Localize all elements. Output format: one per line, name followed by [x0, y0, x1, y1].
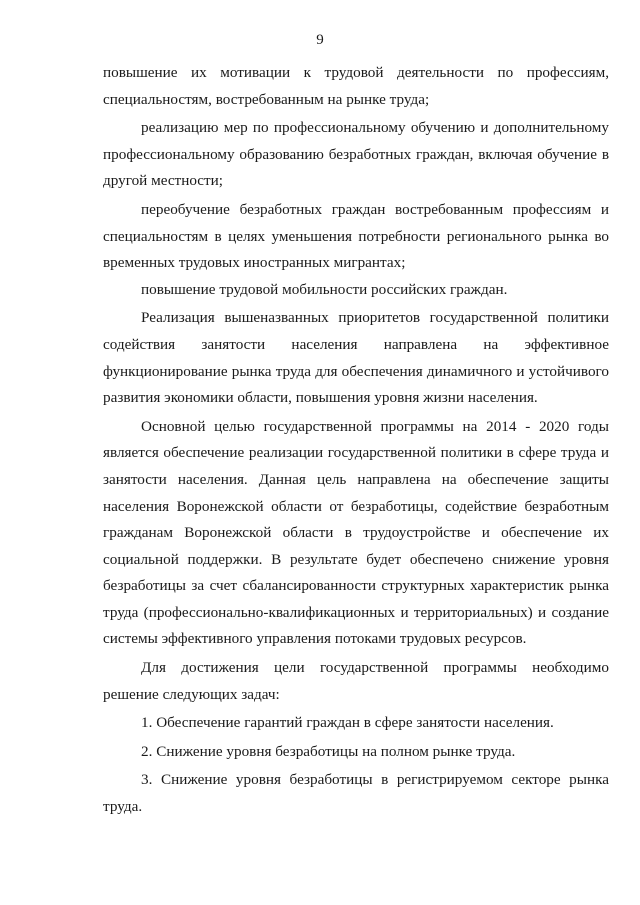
paragraph-motivation: повышение их мотивации к трудовой деятельности по профессиям, специальностям, востребованным на рынке труда;	[103, 64, 609, 108]
paragraph-main-goal: Основной целью государственной программы на 2014 - 2020 годы является обеспечение реализации государственной политики в сфере труда и занятости населения. Данная цель направлена на обеспечение защиты населения Воронежской области от безработицы, содействие безработным гражданам Воронежской области в трудоустройстве и обеспечение их социальной поддержки. В результате будет обеспечено снижение уровня безработицы за счет сбалансированности структурных характеристик рынка труда (профессионально-квалификационных и территориальных) и создание системы эффективного управления потоками трудовых ресурсов.	[103, 417, 609, 648]
paragraph-training: реализацию мер по профессиональному обучению и дополнительному профессиональному образованию безработных граждан, включая обучение в другой местности;	[103, 119, 609, 190]
paragraph-retraining: переобучение безработных граждан востребованным профессиям и специальностям в целях уменьшения потребности регионального рынка во временных трудовых иностранных мигрантах;	[103, 200, 609, 272]
page-number: 9	[316, 32, 324, 48]
paragraph-priorities: Реализация вышеназванных приоритетов государственной политики содействия занятости населения направлена на эффективное функционирование рынка труда для обеспечения динамичного и устойчивого развития экономики области, повышения уровня жизни населения.	[103, 309, 609, 407]
document-body	[103, 60, 609, 821]
task-item-1: 1. Обеспечение гарантий граждан в сфере занятости населения.	[141, 714, 554, 732]
paragraph-mobility: повышение трудовой мобильности российских граждан.	[141, 280, 508, 298]
paragraph-tasks-intro: Для достижения цели государственной программы необходимо решение следующих задач:	[103, 659, 609, 703]
task-item-2: 2. Снижение уровня безработицы на полном рынке труда.	[141, 742, 516, 760]
task-item-3: 3. Снижение уровня безработицы в регистрируемом секторе рынка труда.	[103, 771, 609, 816]
